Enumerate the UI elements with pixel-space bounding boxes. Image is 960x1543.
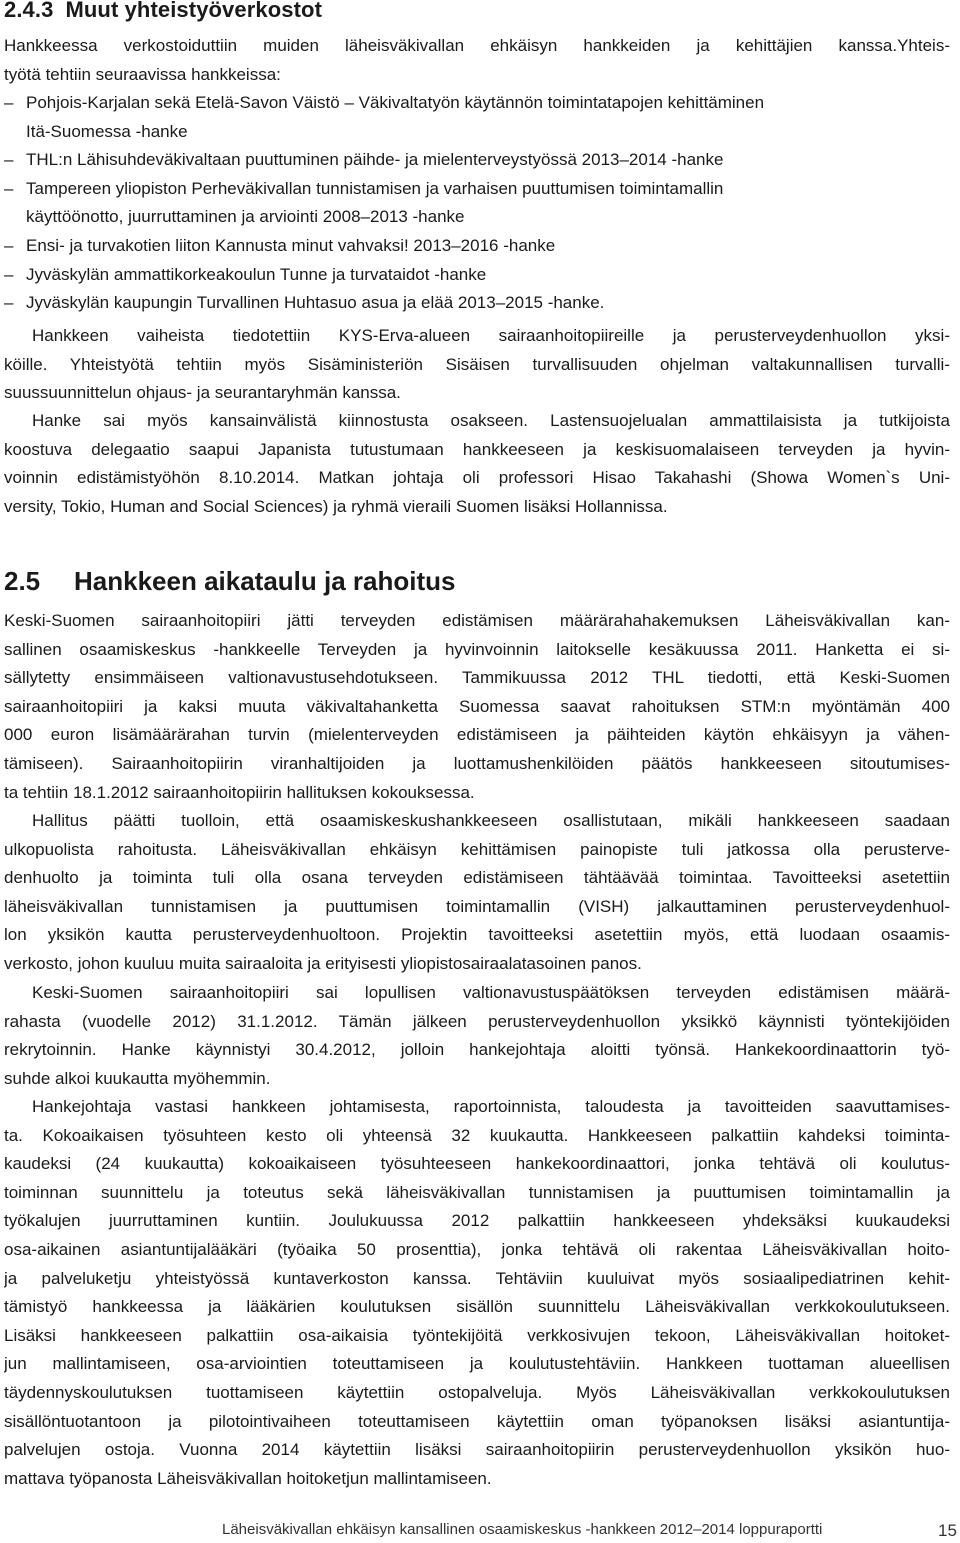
list-item	[4, 146, 950, 175]
section-number: 2.5	[4, 566, 41, 596]
page-footer	[0, 1521, 960, 1543]
text-line: sisällöntuotantoon ja pilotointivaiheen toteuttamiseen käytettiin oman työpanoksen lisäksi asiantuntija-	[4, 1411, 950, 1431]
text-line: palvelujen ostoja. Vuonna 2014 käytettiin lisäksi sairaanhoitopiirin perusterveydenhuollon yksikön huo-	[4, 1440, 950, 1460]
paragraph	[4, 407, 950, 521]
text-line: köille. Yhteistyötä tehtiin myös Sisäministeriön Sisäisen turvallisuuden ohjelman valtakunnallisen turvalli-	[4, 354, 950, 374]
text-line: työkalujen juurruttaminen kuntiin. Joulukuussa 2012 palkattiin hankkeeseen yhdeksäksi kuukaudeksi	[4, 1211, 950, 1231]
text-line: sällytetty ensimmäiseen valtionavustusehdotukseen. Tammikuussa 2012 THL tiedotti, että Keski-Suomen	[4, 668, 950, 688]
text-line: Hankejohtaja vastasi hankkeen johtamisesta, raportoinnista, taloudesta ja tavoitteiden saavuttamises-	[32, 1097, 950, 1116]
text-line: Hallitus päätti tuolloin, että osaamiskeskushankkeeseen osallistutaan, mikäli hankkeeseen saadaan	[32, 811, 950, 830]
text-line: toiminnan suunnittelu ja toteutus sekä läheisväkivallan tunnistamisen ja puuttumisen toimintamallin ja	[4, 1182, 950, 1202]
text-line: suhde alkoi kuukautta myöhemmin.	[4, 1068, 271, 1088]
dash-bullet: –	[4, 293, 14, 313]
list-item-continuation	[4, 203, 950, 232]
footer-title: Läheisväkivallan ehkäisyn kansallinen osaamiskeskus -hankkeen 2012–2014 loppuraportti	[222, 1521, 823, 1538]
text-line: 000 euron lisämäärärahan turvin (mielenterveyden edistämiseen ja päihteiden käytön ehkäisyyn ja vähen-	[4, 725, 950, 745]
list-item	[4, 232, 950, 261]
paragraph	[4, 607, 950, 807]
text-line: mattava työpanosta Läheisväkivallan hoitoketjun mallintamiseen.	[4, 1468, 492, 1488]
dash-bullet: –	[4, 93, 14, 112]
text-line: Keski-Suomen sairaanhoitopiiri jätti terveyden edistämisen määrärahahakemuksen Läheisväkivallan kan-	[4, 611, 950, 630]
text-line: ta. Kokoaikaisen työsuhteen kesto oli yhteensä 32 kuukautta. Hankkeeseen palkattiin kahdeksi toiminta-	[4, 1125, 950, 1145]
dash-bullet: –	[4, 150, 14, 170]
text-line: Hankkeessa verkostoiduttiin muiden läheisväkivallan ehkäisyn hankkeiden ja kehittäjien kanssa.Yhteis-	[4, 36, 950, 55]
intro-paragraph	[4, 32, 950, 89]
section-heading-2-4-3	[4, 0, 322, 23]
paragraph	[4, 1093, 950, 1493]
section-heading-2-5	[4, 566, 455, 597]
dash-bullet: –	[4, 178, 14, 198]
text-line: läheisväkivallan tunnistamisen ja puuttumisen toimintamallin (VISH) jalkauttaminen perusterveydenhuol-	[4, 896, 950, 916]
text-line: tämiseen). Sairaanhoitopiirin viranhaltijoiden ja luottamushenkilöiden päätös hankkeeseen sitoutumises-	[4, 753, 950, 773]
text-line: tämistyö hankkeessa ja lääkärien koulutuksen sisällön suunnittelu Läheisväkivallan verkkokoulutukseen.	[4, 1297, 950, 1317]
text-line: ta tehtiin 18.1.2012 sairaanhoitopiirin hallituksen kokouksessa.	[4, 782, 475, 802]
text-line: verkosto, johon kuuluu muita sairaaloita ja erityisesti yliopistosairaalatasoinen panos.	[4, 953, 642, 973]
section-title: Muut yhteistyöverkostot	[65, 0, 322, 22]
text-line: kaudeksi (24 kuukautta) kokoaikaiseen työsuhteeseen hankekoordinaattori, jonka tehtävä oli koulutus-	[4, 1154, 950, 1174]
text-line: suussuunnittelun ohjaus- ja seurantaryhmän kanssa.	[4, 383, 401, 403]
section-number: 2.4.3	[4, 0, 54, 22]
text-line: versity, Tokio, Human and Social Sciences) ja ryhmä vieraili Suomen lisäksi Hollannissa.	[4, 496, 668, 516]
text-line: lon yksikön kautta perusterveydenhuoltoon. Projektin tavoitteeksi asetettiin myös, että luodaan osaamis-	[4, 925, 950, 945]
page-number: 15	[938, 1521, 957, 1540]
text-line: Hankkeen vaiheista tiedotettiin KYS-Erva-alueen sairaanhoitopiireille ja perusterveydenhuollon yksi-	[32, 326, 950, 345]
text-line: sairaanhoitopiiri ja kaksi muuta väkivaltahanketta Suomessa saavat rahoituksen STM:n myöntämän 400	[4, 696, 950, 716]
bullet-list	[4, 89, 950, 318]
text-line: ulkopuolista rahoitusta. Läheisväkivallan ehkäisyn kehittämisen painopiste tuli jatkossa olla perusterve-	[4, 839, 950, 859]
text-line: Lisäksi hankkeeseen palkattiin osa-aikaisia työntekijöitä verkkosivujen tekoon, Läheisväkivallan hoitoket-	[4, 1325, 950, 1345]
list-item-text: Tampereen yliopiston Perheväkivallan tunnistamisen ja varhaisen puuttumisen toimintamallin	[26, 178, 724, 198]
paragraph	[4, 979, 950, 1093]
text-line: jun mallintamiseen, osa-arviointien toteuttamiseen ja koulutustehtäviin. Hankkeen tuottaman alueellisen	[4, 1354, 950, 1374]
paragraph	[4, 807, 950, 979]
paragraph	[4, 322, 950, 408]
text-line: rahasta (vuodelle 2012) 31.1.2012. Tämän jälkeen perusterveydenhuollon yksikkö käynnisti työntekijöiden	[4, 1011, 950, 1031]
list-item-text: Jyväskylän ammattikorkeakoulun Tunne ja turvataidot -hanke	[26, 264, 487, 284]
dash-bullet: –	[4, 264, 14, 284]
text-line: ja palveluketju yhteistyössä kuntaverkoston kanssa. Tehtäviin kuuluivat myös sosiaalipediatrinen kehit-	[4, 1268, 950, 1288]
text-line: työtä tehtiin seuraavissa hankkeissa:	[4, 64, 281, 84]
list-item-continuation	[4, 118, 950, 147]
list-item	[4, 89, 950, 118]
text-line: denhuolto ja toiminta tuli olla osana terveyden edistämiseen tähtäävää toimintaa. Tavoitteeksi asetettiin	[4, 868, 950, 888]
list-item	[4, 261, 950, 290]
list-item-text: THL:n Lähisuhdeväkivaltaan puuttuminen päihde- ja mielenterveystyössä 2013–2014 -hanke	[26, 150, 724, 170]
text-line: Keski-Suomen sairaanhoitopiiri sai lopullisen valtionavustuspäätöksen terveyden edistämisen määrä-	[32, 983, 950, 1002]
text-line: voinnin edistämistyöhön 8.10.2014. Matkan johtaja oli professori Hisao Takahashi (Showa Women`s Uni-	[4, 468, 950, 488]
section-title: Hankkeen aikataulu ja rahoitus	[74, 566, 456, 596]
text-line: rekrytoinnin. Hanke käynnistyi 30.4.2012, jolloin hankejohtaja aloitti työnsä. Hankekoordinaattorin työ-	[4, 1040, 950, 1060]
list-item	[4, 175, 950, 204]
list-item-text: Ensi- ja turvakotien liiton Kannusta minut vahvaksi! 2013–2016 -hanke	[26, 235, 556, 255]
list-item-text: Itä-Suomessa -hanke	[26, 121, 188, 141]
text-line: osa-aikainen asiantuntijalääkäri (työaika 50 prosenttia), jonka tehtävä oli rakentaa Läheisväkivallan hoito-	[4, 1239, 950, 1259]
list-item-text: käyttöönotto, juurruttaminen ja arviointi 2008–2013 -hanke	[26, 207, 465, 227]
text-line: Hanke sai myös kansainvälistä kiinnostusta osakseen. Lastensuojelualan ammattilaisista ja tutkijoista	[32, 411, 950, 430]
dash-bullet: –	[4, 235, 14, 255]
list-item	[4, 289, 950, 318]
text-line: täydennyskoulutuksen tuottamiseen käytettiin ostopalveluja. Myös Läheisväkivallan verkkokoulutuksen	[4, 1382, 950, 1402]
text-line: koostuva delegaatio saapui Japanista tutustumaan hankkeeseen ja keskisuomalaiseen terveyden ja hyvin-	[4, 439, 950, 459]
text-line: sallinen osaamiskeskus -hankkeelle Terveyden ja hyvinvoinnin laitokselle kesäkuussa 2011. Hanketta ei si-	[4, 639, 950, 659]
list-item-text: Jyväskylän kaupungin Turvallinen Huhtasuo asua ja elää 2013–2015 -hanke.	[26, 293, 605, 313]
list-item-text: Pohjois-Karjalan sekä Etelä-Savon Väistö – Väkivaltatyön käytännön toimintatapojen kehittäminen	[26, 93, 765, 112]
